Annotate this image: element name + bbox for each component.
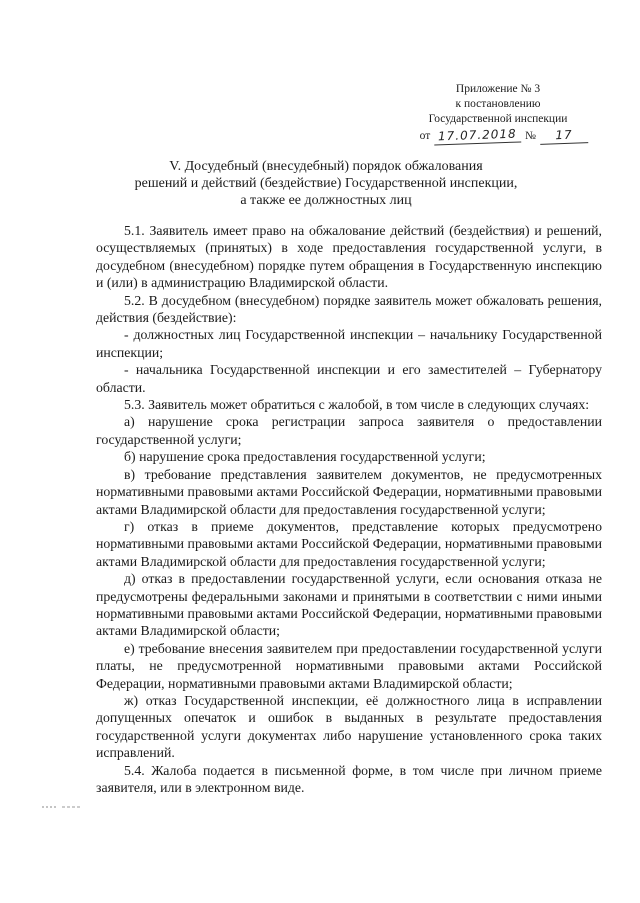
section-title [96,158,556,209]
title-line-2: решений и действий (бездействие) Государственной инспекции, [134,176,518,191]
list-item-officials: - должностных лиц Государственной инспекции – начальнику Государственной инспекции; [96,327,602,360]
case-zh: ж) отказ Государственной инспекции, её должностного лица в исправлении допущенных опечаток и ошибок в выданных в результате предоставления государственной услуги документах либо нарушение установленного срока таких исправлений. [96,692,602,761]
handwritten-number: 17 [540,127,589,145]
number-prefix: № [525,130,536,142]
document-body [96,222,602,796]
case-g: г) отказ в приеме документов, представление которых предусмотрено нормативными правовыми актами Российской Федерации, нормативными правовыми актами Владимирской области для предоставления государственной услуги; [96,518,602,569]
case-a: а) нарушение срока регистрации запроса заявителя о предоставлении государственной услуги; [96,414,602,447]
paragraph-5-3: 5.3. Заявитель может обратиться с жалобой, в том числе в следующих случаях: [124,397,590,413]
list-item-head: - начальника Государственной инспекции и его заместителей – Губернатору области. [96,362,602,395]
case-e: е) требование внесения заявителем при предоставлении государственной услуги платы, не предусмотренной нормативными правовыми актами Российской Федерации, нормативными правовыми актами Владимирской области; [96,640,602,691]
paragraph-5-1: 5.1. Заявитель имеет право на обжалование действий (бездействия) и решений, осуществляемых (принятых) в ходе предоставления государственной услуги, в досудебном (внесудебном) порядке путем обращения в Государственную инспекцию и (или) в администрацию Владимирской области. [96,223,602,291]
paragraph-5-4: 5.4. Жалоба подается в письменной форме, в том числе при личном приеме заявителя, или в электронном виде. [96,762,602,795]
appendix-date-row [408,128,588,144]
appendix-resolution: к постановлению [455,98,541,110]
date-prefix: от [419,130,431,142]
scan-artifact [42,803,94,807]
scan-artifact-marks [42,805,94,809]
title-line-1: V. Досудебный (внесудебный) порядок обжалования [169,159,483,174]
paragraph-5-2: 5.2. В досудебном (внесудебном) порядке заявитель может обжаловать решения, действия (бездействие): [96,292,602,326]
case-d: д) отказ в предоставлении государственной услуги, если основания отказа не предусмотрены федеральными законами и принятыми в соответствии с ними иными нормативными правовыми актами Российской Федерации, нормативными правовыми актами Владимирской области; [96,571,602,639]
title-line-3: а также ее должностных лиц [240,193,412,208]
handwritten-date: 17.07.2018 [434,126,521,145]
case-b: б) нарушение срока предоставления государственной услуги; [124,449,486,465]
appendix-header [408,82,588,144]
appendix-number: Приложение № 3 [455,83,541,95]
appendix-authority: Государственной инспекции [428,113,568,125]
case-v: в) требование представления заявителем документов, не предусмотренных нормативными правовыми актами Российской Федерации, нормативными правовыми актами Владимирской области для предоставления государственной услуги; [96,466,602,517]
